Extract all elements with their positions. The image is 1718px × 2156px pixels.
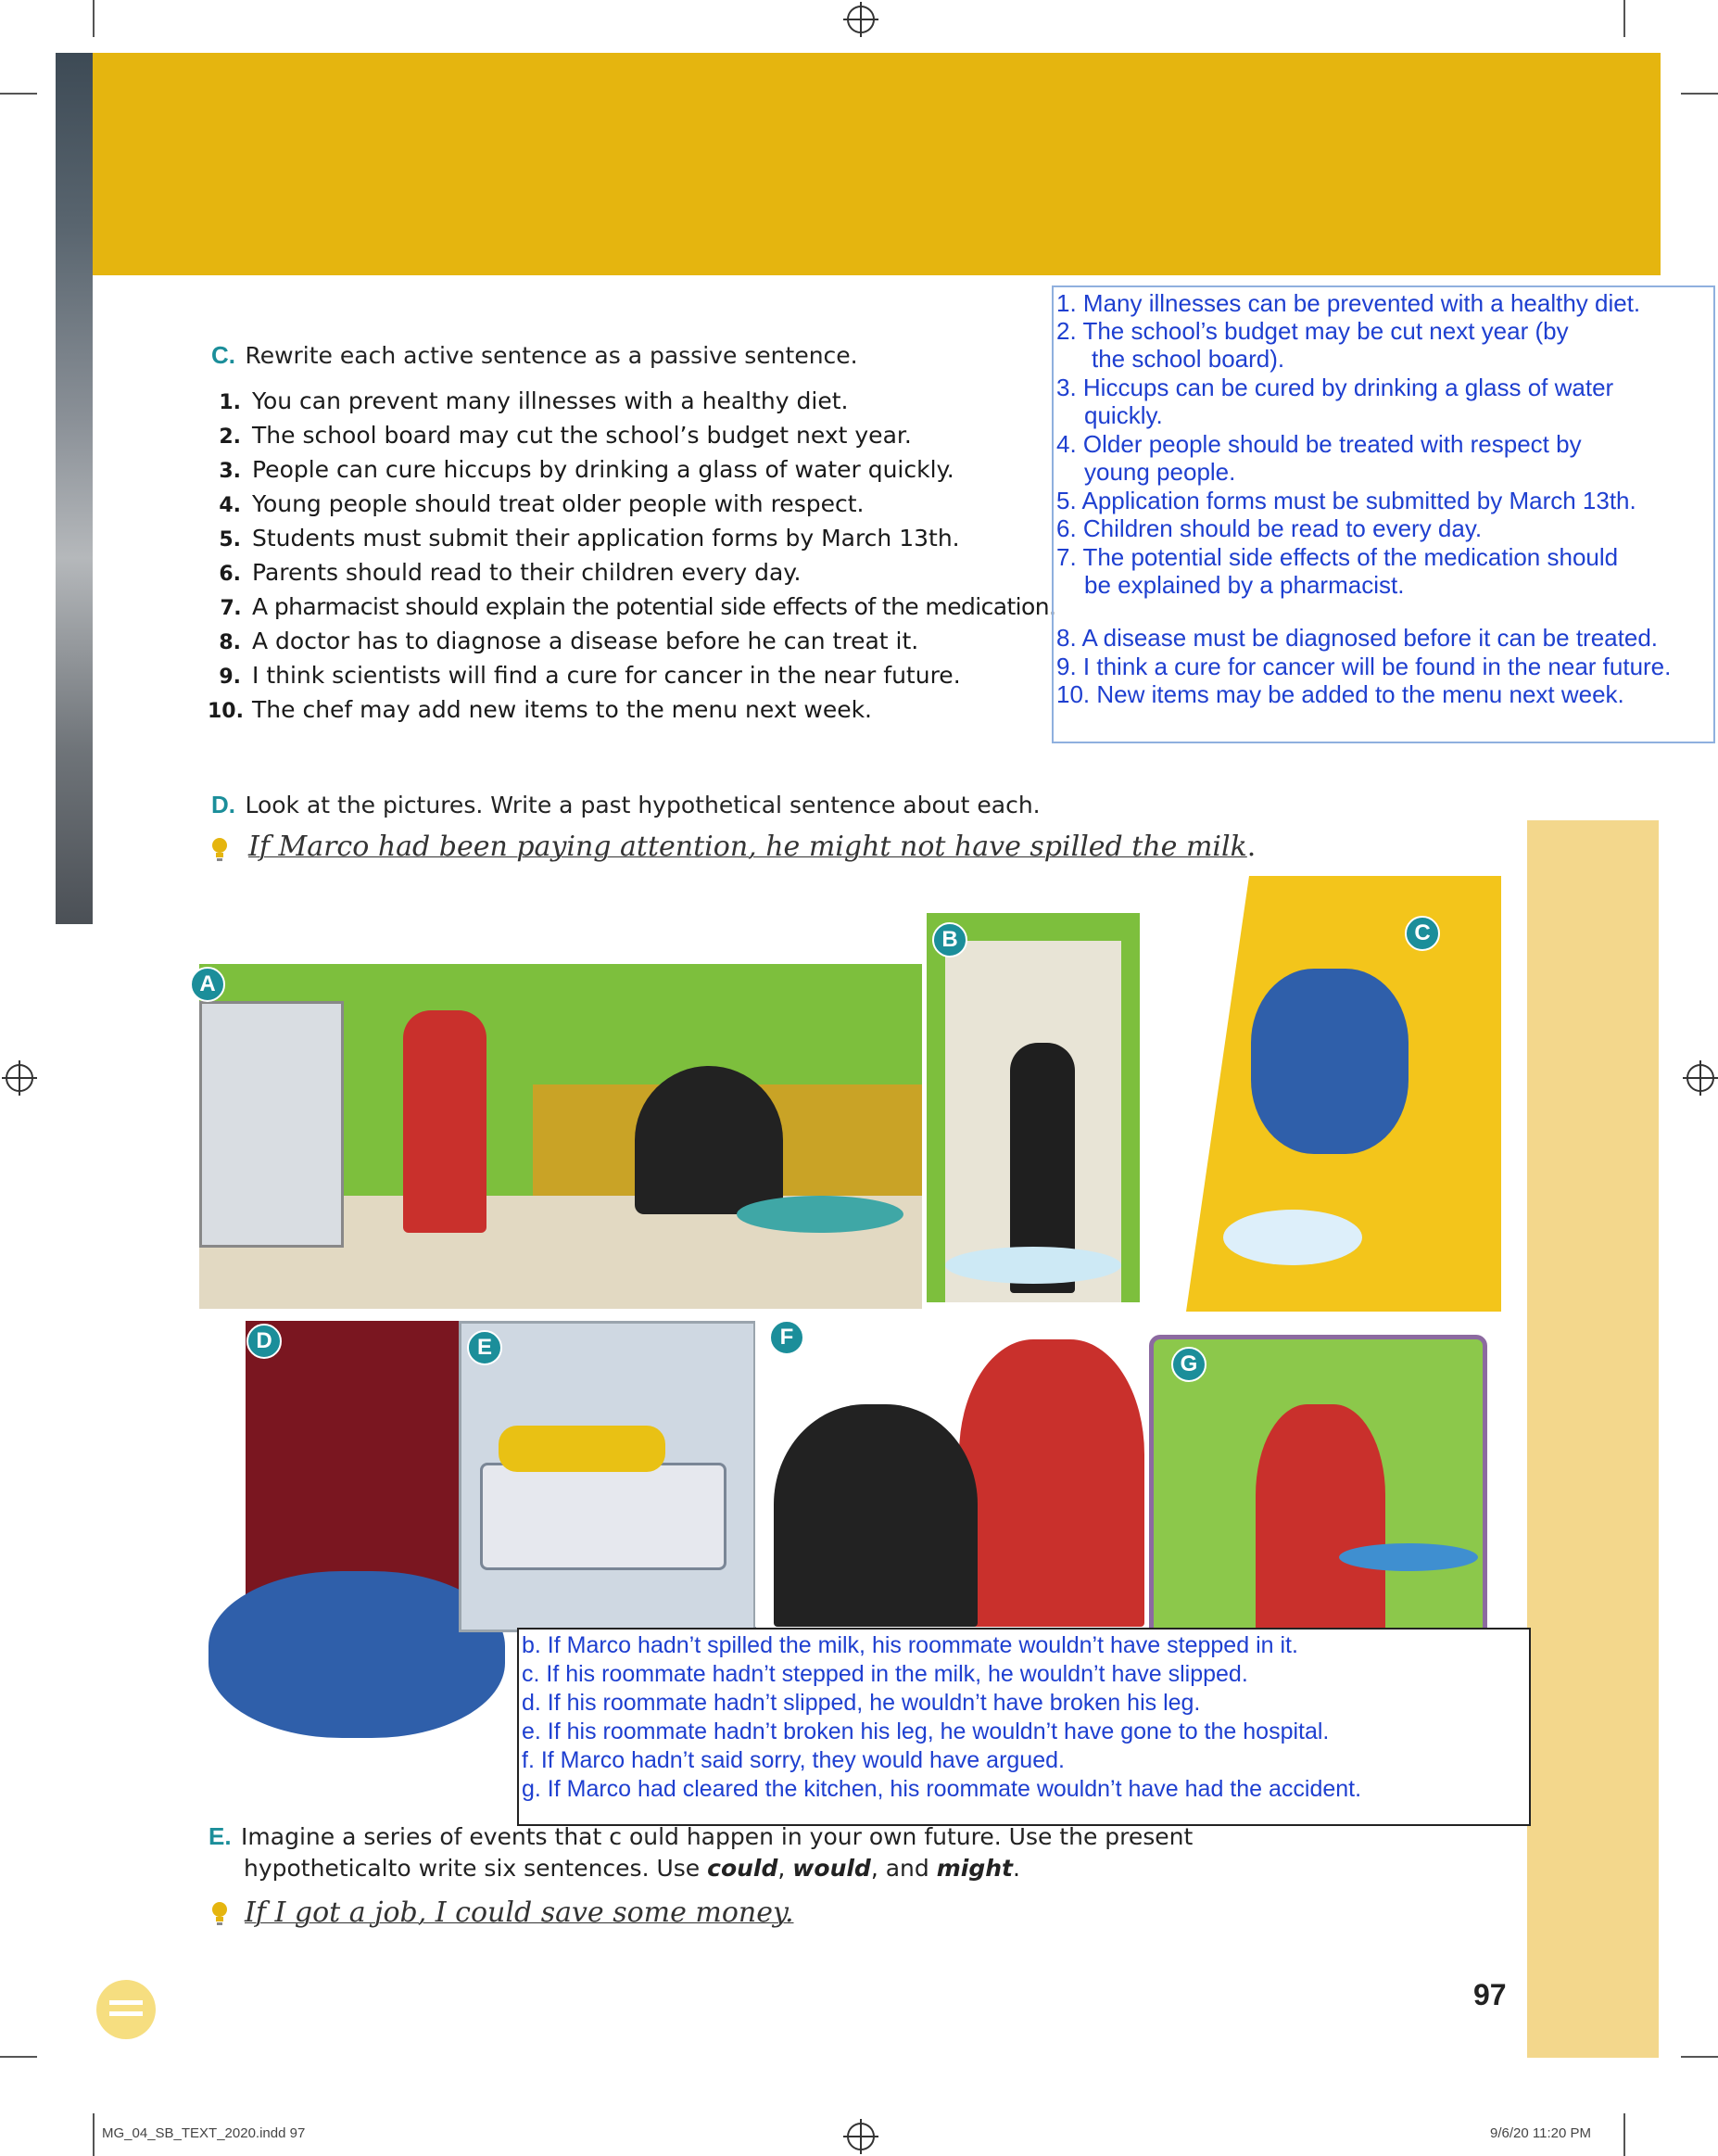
answer-line: d. If his roommate hadn’t slipped, he wouldn’t have broken his leg. [522, 1690, 1201, 1716]
footer-file-name: MG_04_SB_TEXT_2020.indd 97 [102, 2125, 306, 2141]
person-marco [403, 1010, 486, 1233]
section-e-instruction-line1: Imagine a series of events that c ould happen in your own future. Use the present [241, 1823, 1194, 1850]
section-e-letter: E. [208, 1822, 232, 1850]
crop-mark [0, 93, 37, 95]
lightbulb-icon [209, 1900, 230, 1928]
section-d-heading [211, 791, 1041, 819]
header-banner [93, 53, 1661, 275]
answer-line: young people. [1084, 458, 1236, 486]
spilled-milk [945, 1247, 1121, 1284]
picture-a-kitchen [199, 964, 922, 1309]
list-item: 7. A pharmacist should explain the potential side effects of the medication. [220, 593, 1056, 620]
list-item: 8. A doctor has to diagnose a disease before he can treat it. [219, 628, 919, 654]
patient [499, 1426, 665, 1472]
answer-line: 4. Older people should be treated with respect by [1056, 430, 1582, 458]
answer-line: 6. Children should be read to every day. [1056, 514, 1483, 542]
lightbulb-icon [209, 836, 230, 864]
answer-line: e. If his roommate hadn’t broken his leg, he wouldn’t have gone to the hospital. [522, 1718, 1330, 1744]
footer-date: 9/6/20 11:20 PM [1490, 2125, 1591, 2141]
section-e-instruction-line2: hypotheticalto write six sentences. Use could, would, and might. [244, 1855, 1020, 1882]
person-roommate-seated [774, 1404, 978, 1627]
picture-label-d: D [246, 1324, 282, 1359]
watermark-logo [93, 1947, 159, 2039]
crop-mark [1681, 93, 1718, 95]
picture-label-f: F [769, 1320, 804, 1355]
answer-line: 1. Many illnesses can be prevented with a healthy diet. [1056, 289, 1641, 317]
list-item: 1. You can prevent many illnesses with a healthy diet. [219, 387, 849, 414]
section-e-example: If I got a job, I could save some money. [245, 1896, 794, 1929]
section-c-letter: C. [211, 341, 235, 369]
person-marco-red [959, 1339, 1144, 1627]
section-d-letter: D. [211, 791, 235, 818]
registration-mark-icon [1686, 1064, 1714, 1092]
answer-line: quickly. [1084, 401, 1163, 429]
registration-mark-icon [6, 1064, 33, 1092]
crop-mark [1681, 2056, 1718, 2058]
person-marco-cleaning [1256, 1404, 1385, 1631]
section-c-instruction: Rewrite each active sentence as a passive sentence. [245, 342, 858, 369]
list-item: 2. The school board may cut the school’s budget next year. [219, 422, 912, 449]
list-item: 6. Parents should read to their children every day. [219, 559, 802, 586]
milk-splash [1223, 1210, 1362, 1265]
picture-b-hallway [927, 913, 1140, 1302]
crop-mark [1623, 0, 1625, 37]
person-roommate [635, 1066, 783, 1214]
answer-line: 7. The potential side effects of the medication should [1056, 543, 1619, 571]
answer-line: 9. I think a cure for cancer will be found in the near future. [1056, 653, 1672, 680]
fridge [199, 1001, 344, 1248]
section-e-heading [208, 1822, 1228, 1882]
answer-line: 2. The school’s budget may be cut next year (by [1056, 317, 1569, 345]
section-d-instruction: Look at the pictures. Write a past hypothetical sentence about each. [245, 792, 1041, 818]
answer-line: 5. Application forms must be submitted by March 13th. [1056, 487, 1636, 514]
photo-strip [56, 53, 93, 924]
picture-label-g: G [1171, 1347, 1206, 1382]
list-item: 3. People can cure hiccups by drinking a glass of water quickly. [219, 456, 954, 483]
page-number: 97 [1473, 1978, 1507, 2011]
answer-line: g. If Marco had cleared the kitchen, his roommate wouldn’t have had the accident. [522, 1776, 1362, 1802]
answer-line: the school board). [1092, 345, 1285, 373]
answer-line: 8. A disease must be diagnosed before it can be treated. [1056, 624, 1658, 652]
answer-line: f. If Marco hadn’t said sorry, they would have argued. [522, 1747, 1065, 1773]
list-item: 9. I think scientists will find a cure for cancer in the near future. [219, 662, 961, 689]
answer-line: be explained by a pharmacist. [1084, 571, 1405, 599]
registration-mark-icon [847, 2123, 875, 2150]
side-color-bar [1527, 820, 1659, 2058]
picture-f-apology [755, 1321, 1144, 1627]
crop-mark [0, 2056, 37, 2058]
ironing-board [1339, 1543, 1478, 1571]
crop-mark [1623, 2113, 1625, 2156]
registration-mark-icon [847, 6, 875, 33]
picture-label-a: A [190, 967, 225, 1002]
falling-person [1251, 969, 1409, 1154]
table [737, 1196, 903, 1233]
list-item: 4. Young people should treat older people with respect. [219, 490, 865, 517]
picture-label-b: B [932, 922, 967, 958]
answer-line: 3. Hiccups can be cured by drinking a glass of water [1056, 374, 1614, 401]
crop-mark [93, 0, 95, 37]
picture-label-e: E [467, 1330, 502, 1365]
picture-g-cleaning [1149, 1335, 1487, 1636]
hospital-bed [480, 1463, 726, 1570]
crop-mark [93, 2113, 95, 2156]
answer-line: c. If his roommate hadn’t stepped in the milk, he wouldn’t have slipped. [522, 1661, 1248, 1687]
picture-c-slipping [1149, 876, 1501, 1312]
picture-label-c: C [1405, 916, 1440, 951]
picture-e-hospital [459, 1321, 756, 1632]
answer-line: b. If Marco hadn’t spilled the milk, his roommate wouldn’t have stepped in it. [522, 1632, 1298, 1658]
section-d-example: If Marco had been paying attention, he might not have spilled the milk. [248, 831, 1257, 863]
list-item: 5. Students must submit their application forms by March 13th. [219, 525, 960, 552]
answer-line: 10. New items may be added to the menu next week. [1056, 680, 1624, 708]
section-c-heading [211, 341, 858, 370]
list-item: 10. The chef may add new items to the menu next week. [208, 696, 873, 723]
